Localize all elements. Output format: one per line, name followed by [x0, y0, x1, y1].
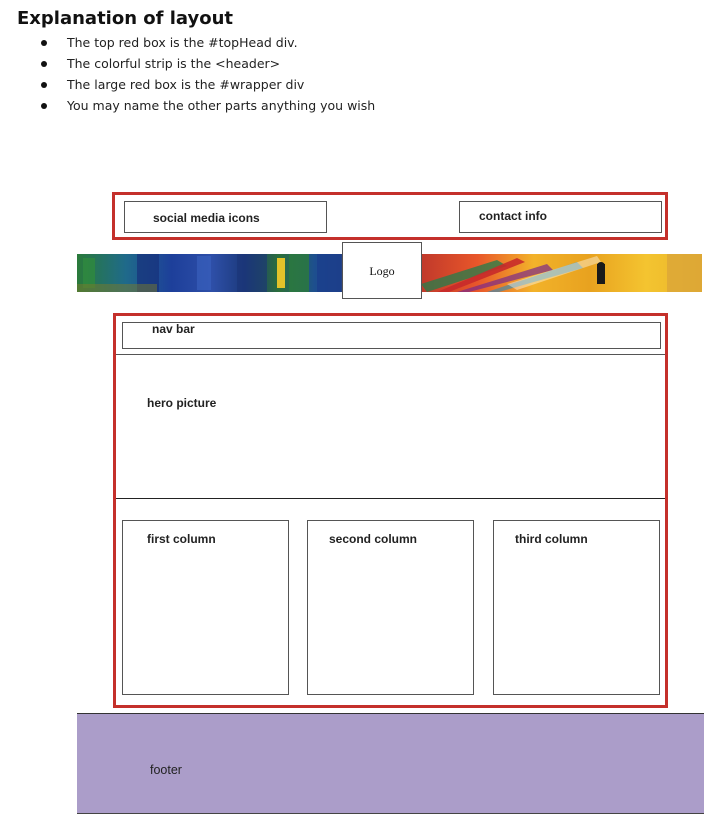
footer-label: footer: [150, 763, 182, 777]
bullet-dot-icon: [41, 40, 47, 46]
wrapper-box: [113, 313, 668, 708]
hero-picture-label: hero picture: [147, 396, 217, 410]
third-column-box: [493, 520, 660, 695]
nav-bar-label: nav bar: [152, 322, 195, 336]
second-column-label: second column: [329, 532, 418, 546]
nav-bar-box: [122, 322, 661, 349]
page-heading: Explanation of layout: [17, 8, 234, 29]
first-column-box: [122, 520, 289, 695]
bullet-dot-icon: [41, 103, 47, 109]
social-media-icons-label: social media icons: [153, 211, 260, 225]
third-column-label: third column: [515, 532, 588, 546]
bullet-list: [40, 34, 375, 118]
first-column-label: first column: [147, 532, 216, 546]
logo-label: Logo: [369, 264, 395, 278]
bullet-text: The top red box is the #topHead div.: [67, 35, 298, 50]
top-head-box: [112, 192, 668, 240]
bullet-item: [40, 34, 375, 55]
footer-box: [77, 713, 704, 814]
bullet-item: [40, 55, 375, 76]
bullet-dot-icon: [41, 61, 47, 67]
second-column-box: [307, 520, 474, 695]
bullet-text: The large red box is the #wrapper div: [67, 77, 305, 92]
contact-info-box: [459, 201, 662, 233]
logo-box: [342, 242, 422, 299]
hero-picture-box: [116, 354, 665, 499]
bullet-text: You may name the other parts anything you wish: [67, 98, 376, 113]
bullet-item: [40, 97, 375, 118]
bullet-text: The colorful strip is the <header>: [67, 56, 281, 71]
bullet-dot-icon: [41, 82, 47, 88]
bullet-item: [40, 76, 375, 97]
contact-info-label: contact info: [479, 209, 547, 223]
social-media-icons-box: [124, 201, 327, 233]
